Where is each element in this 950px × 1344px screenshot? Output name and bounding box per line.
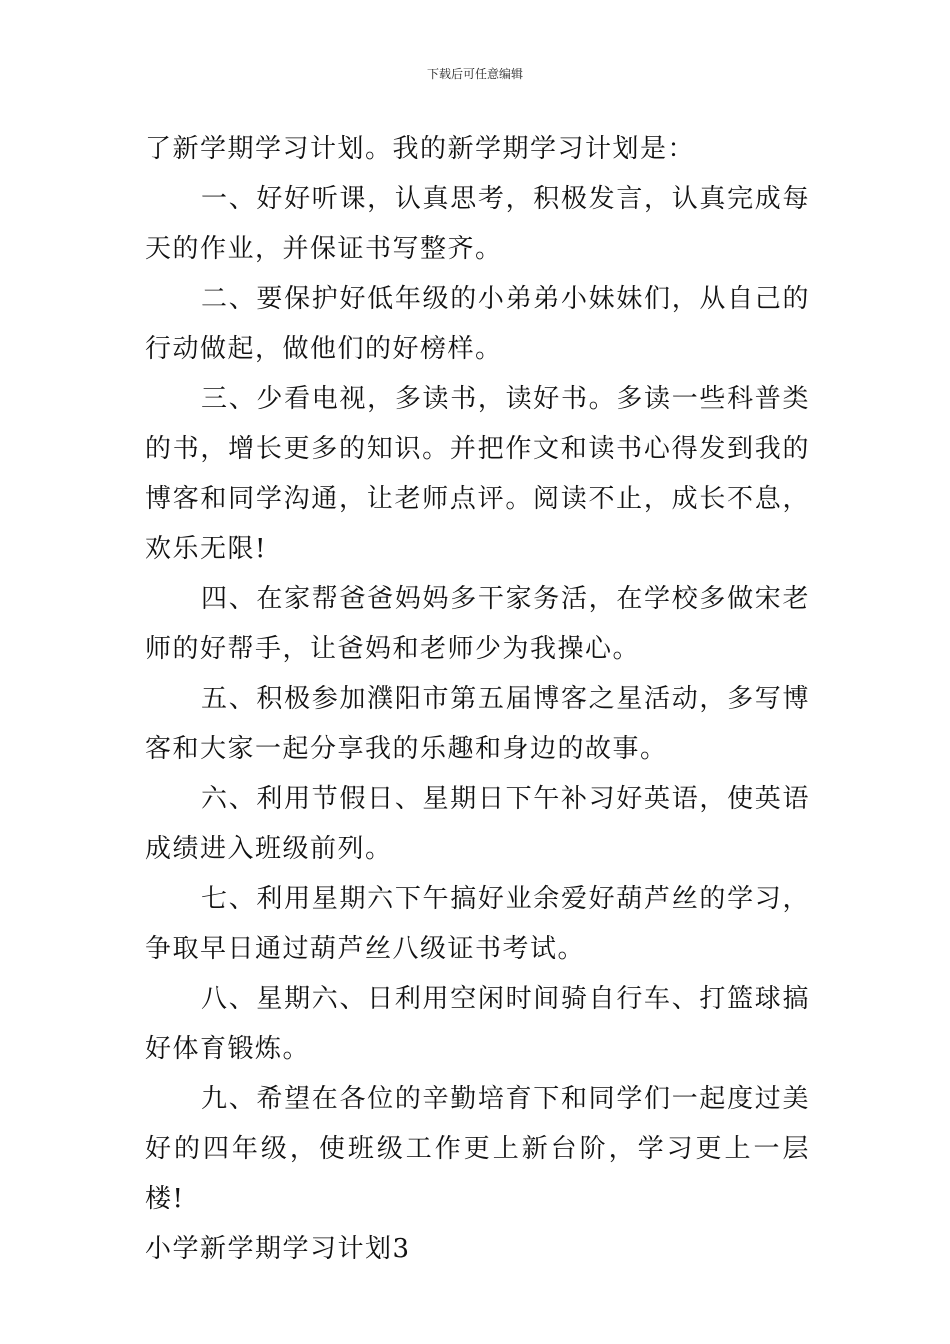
paragraph-item-8: 八、星期六、日利用空闲时间骑自行车、打篮球搞好体育锻炼。 xyxy=(145,984,810,1064)
paragraph-item-3: 三、少看电视，多读书，读好书。多读一些科普类的书，增长更多的知识。并把作文和读书心得发到我的博客和同学沟通，让老师点评。阅读不止，成长不息，欢乐无限! xyxy=(145,384,810,564)
paragraph-item-9: 九、希望在各位的辛勤培育下和同学们一起度过美好的四年级，使班级工作更上新台阶，学习更上一层楼! xyxy=(145,1084,810,1214)
paragraph-item-5: 五、积极参加濮阳市第五届博客之星活动，多写博客和大家一起分享我的乐趣和身边的故事。 xyxy=(145,684,810,764)
paragraph-item-7: 七、利用星期六下午搞好业余爱好葫芦丝的学习，争取早日通过葫芦丝八级证书考试。 xyxy=(145,884,810,964)
document-body xyxy=(145,124,810,1274)
paragraph-item-1: 一、好好听课，认真思考，积极发言，认真完成每天的作业，并保证书写整齐。 xyxy=(145,184,810,264)
paragraph-item-6: 六、利用节假日、星期日下午补习好英语，使英语成绩进入班级前列。 xyxy=(145,784,810,864)
section-heading: 小学新学期学习计划3 xyxy=(145,1234,411,1264)
page-header-note: 下载后可任意编辑 xyxy=(426,67,523,81)
paragraph-item-4: 四、在家帮爸爸妈妈多干家务活，在学校多做宋老师的好帮手，让爸妈和老师少为我操心。 xyxy=(145,584,810,664)
paragraph-item-2: 二、要保护好低年级的小弟弟小妹妹们，从自己的行动做起，做他们的好榜样。 xyxy=(145,284,810,364)
paragraph-intro: 了新学期学习计划。我的新学期学习计划是： xyxy=(145,134,696,164)
